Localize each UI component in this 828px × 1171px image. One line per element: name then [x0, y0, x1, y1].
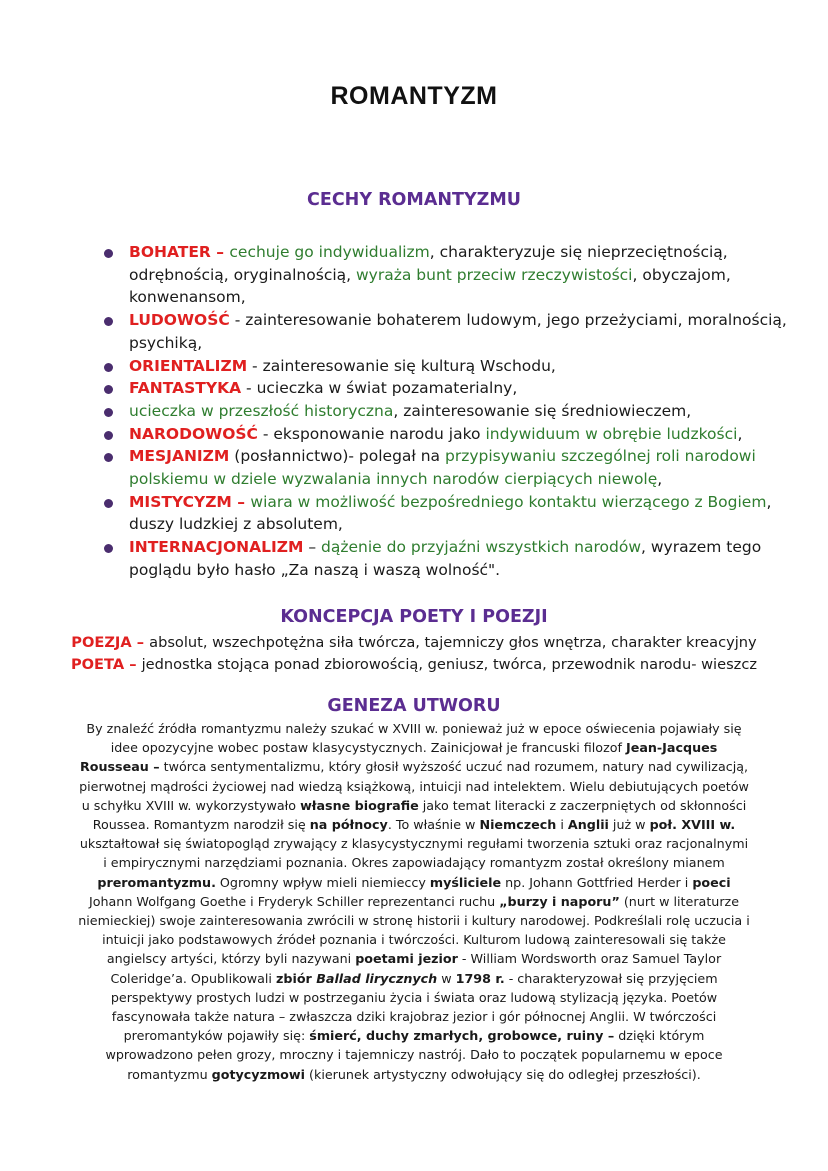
feature-text: MISTYCYZM –	[129, 492, 251, 511]
genesis-text: 1798 r.	[455, 970, 505, 986]
genesis-text: poł. XVIII w.	[649, 817, 736, 833]
feature-text: , obyczajom, konwenansom,	[129, 265, 731, 307]
concept-text: jednostka stojąca ponad zbiorowością, geniusz, twórca, przewodnik narodu- wieszcz	[141, 656, 758, 673]
feature-text: INTERNACJONALIZM	[129, 538, 304, 557]
genesis-text: własne biografie	[300, 797, 419, 813]
feature-text: wyraża bunt przeciw rzeczywistości	[356, 265, 633, 284]
feature-item	[104, 400, 794, 423]
bullet-icon	[104, 431, 113, 440]
genesis-text: zbiór	[276, 970, 317, 986]
feature-text: - zainteresowanie bohaterem ludowym, jego przeżyciami, moralnością, psychiką,	[129, 311, 787, 352]
genesis-text: np. Johann Gottfried Herder i	[501, 874, 693, 890]
feature-text: , wyrazem tego poglądu było hasło „Za naszą i waszą wolność".	[129, 538, 762, 579]
feature-text: - ucieczka w świat pozamaterialny,	[241, 379, 518, 398]
genesis-text: jako temat literacki z zaczerpniętych od skłonności Roussea. Romantyzm narodził się	[92, 797, 747, 833]
feature-text: –	[303, 538, 322, 557]
genesis-text: i	[556, 817, 568, 833]
genesis-text: . To właśnie w	[387, 817, 480, 833]
genesis-text: By znaleźć źródła romantyzmu należy szukać w XVIII w. ponieważ już w epoce oświecenia pojawiały się idee opozycyjne wobec postaw klasycystycznych. Zainicjował je francuski filozof	[86, 721, 742, 756]
genesis-text: poetami jezior	[355, 951, 458, 967]
concept-line-poet	[0, 654, 828, 676]
bullet-icon	[104, 317, 113, 326]
page-title: ROMANTYZM	[330, 82, 498, 110]
bullet-icon	[104, 544, 113, 553]
feature-text: przypisywaniu szczególnej roli narodowi polskiemu w dziele wyzwalania innych narodów cierpiących niewolę	[129, 447, 756, 489]
concept-label: POETA –	[70, 656, 142, 673]
genesis-text: Anglii	[567, 817, 609, 833]
feature-item	[104, 536, 794, 581]
genesis-text: Niemczech	[479, 817, 557, 833]
genesis-text: w	[437, 970, 456, 986]
genesis-text: śmierć, duchy zmarłych, grobowce, ruiny –	[309, 1028, 615, 1044]
feature-text: dążenie do przyjaźni wszystkich narodów	[321, 538, 641, 557]
feature-item	[104, 423, 794, 446]
concept-line-poetry	[0, 632, 828, 654]
genesis-text: twórca sentymentalizmu, który głosił wyższość uczuć nad rozumem, natury nad cywilizacją, pierwotnej mądrości życiowej nad wiedzą książkową, intuicji nad intelektem. Wielu debiutujących poetów u schyłku XVIII w. wykorzystywało	[79, 759, 749, 813]
feature-text: cechuje go indywidualizm	[229, 243, 430, 261]
feature-text: ucieczka w przeszłość historyczna	[129, 401, 394, 420]
genesis-text: „burzy i naporu”	[499, 893, 620, 909]
feature-text: , duszy ludzkiej z absolutem,	[129, 492, 772, 534]
genesis-text: poeci	[692, 874, 731, 890]
genesis-text: dzięki którym wprowadzono pełen grozy, mroczny i tajemniczy nastrój. Dało to początek popularnemu w epoce romantyzmu	[105, 1028, 723, 1082]
features-list	[104, 241, 794, 582]
feature-item	[104, 377, 794, 400]
genesis-text: (nurt w literaturze niemieckiej) swoje zainteresowania zwrócili w stronę historii i kultury narodowej. Podkreślali rolę uczucia i intuicji jako podstawowych źródeł poznania i twórczości. Kulturom ludową zainteresowali się także angielscy artyści, którzy byli nazywani	[78, 893, 750, 967]
bullet-icon	[104, 453, 113, 462]
feature-item	[104, 355, 794, 378]
concept-label: POEZJA –	[71, 634, 150, 651]
feature-item	[104, 309, 794, 354]
feature-text: - eksponowanie narodu jako	[257, 424, 486, 443]
feature-text: ORIENTALIZM	[129, 356, 248, 375]
genesis-text: (kierunek artystyczny odwołujący się do odległej przeszłości).	[304, 1066, 701, 1082]
genesis-text: Ballad lirycznych	[316, 970, 438, 986]
bullet-icon	[104, 385, 113, 394]
concept-heading: KONCEPCJA POETY I POEZJI	[280, 607, 548, 627]
bullet-icon	[104, 363, 113, 372]
genesis-paragraph	[78, 719, 750, 1084]
feature-text: - zainteresowanie się kulturą Wschodu,	[247, 356, 556, 375]
genesis-text: - William Wordsworth oraz Samuel Taylor Coleridge’a. Opublikowali	[110, 951, 722, 986]
feature-text: MESJANIZM	[129, 447, 230, 466]
feature-text: ,	[737, 424, 743, 443]
feature-text: wiara w możliwość bezpośredniego kontaktu wierzącego z Bogiem	[250, 492, 767, 511]
genesis-heading: GENEZA UTWORU	[327, 696, 501, 716]
genesis-text: już w	[608, 817, 650, 833]
concept-section	[0, 632, 828, 676]
feature-text: , zainteresowanie się średniowieczem,	[393, 401, 692, 420]
bullet-icon	[104, 408, 113, 417]
bullet-icon	[104, 249, 113, 258]
feature-text: , charakteryzuje się nieprzeciętnością, odrębnością, oryginalnością,	[129, 243, 728, 284]
feature-text: NARODOWOŚĆ	[129, 424, 258, 443]
genesis-text: na północy	[309, 817, 388, 833]
genesis-text: ukształtował się światopogląd zrywający z klasycystycznymi regułami tworzenia sztuki oraz racjonalnymi i empirycznymi narzędziami poznania. Okres zapowiadający romantyzm został określony mianem	[79, 836, 749, 871]
genesis-text: preromantyzmu.	[97, 874, 216, 890]
feature-text: ,	[657, 470, 663, 489]
feature-text: BOHATER –	[129, 243, 230, 261]
genesis-text: myśliciele	[429, 874, 502, 890]
genesis-text: Johann Wolfgang Goethe i Fryderyk Schiller reprezentanci ruchu	[88, 893, 500, 909]
features-heading: CECHY ROMANTYZMU	[307, 190, 521, 210]
feature-text: (posłannictwo)- polegał na	[229, 447, 445, 466]
genesis-text: Jean-Jacques Rousseau –	[79, 740, 718, 775]
feature-text: FANTASTYKA	[129, 379, 242, 398]
feature-item	[104, 491, 794, 536]
genesis-text: - charakteryzował się przyjęciem perspektywy prostych ludzi w postrzeganiu życia i świata oraz ludową stylizacją języka. Poetów fascynowała także natura – zwłaszcza dziki krajobraz jezior i gór północnej Anglii. W twórczości preromantyków pojawiły się:	[110, 970, 718, 1044]
feature-text: LUDOWOŚĆ	[129, 311, 230, 330]
concept-text: absolut, wszechpotężna siła twórcza, tajemniczy głos wnętrza, charakter kreacyjny	[149, 634, 757, 651]
feature-item	[104, 445, 794, 490]
genesis-text: gotycyzmowi	[211, 1066, 305, 1082]
feature-text: indywiduum w obrębie ludzkości	[485, 424, 738, 443]
feature-item	[104, 241, 794, 309]
bullet-icon	[104, 499, 113, 508]
genesis-text: Ogromny wpływ mieli niemieccy	[215, 874, 430, 890]
